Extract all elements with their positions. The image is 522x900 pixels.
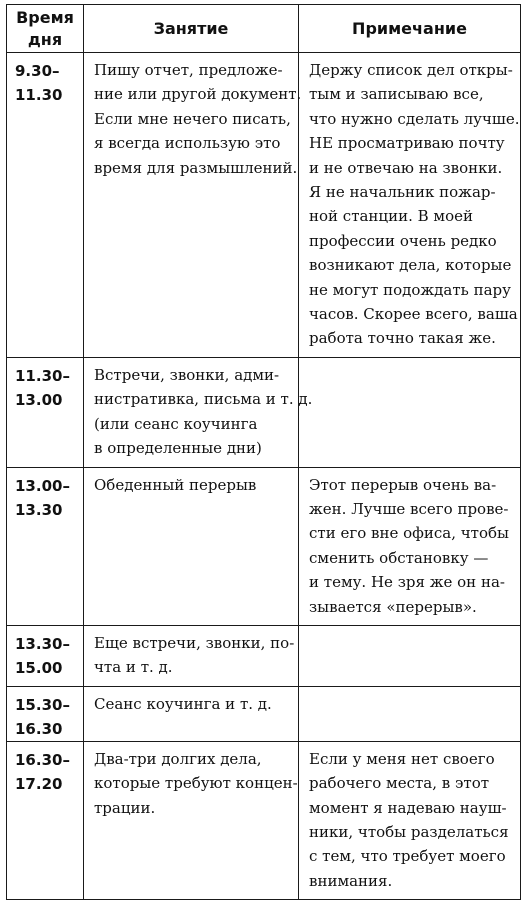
time-cell	[7, 467, 84, 625]
note-line: тым и записываю все,	[309, 85, 484, 104]
activity-cell	[84, 53, 302, 358]
note-line: часов. Скорее всего, ваша	[309, 305, 518, 324]
table-row	[7, 467, 521, 625]
note-line: Держу список дел откры-	[309, 61, 513, 79]
activity-line: Сеанс коучинга и т. д.	[94, 694, 272, 713]
time-line: 13.30–	[15, 634, 70, 653]
note-line: профессии очень редко	[309, 231, 497, 250]
table-row	[7, 53, 521, 358]
note-line: и не отвечаю на звонки.	[309, 158, 503, 177]
note-line: ники, чтобы разделаться	[309, 822, 509, 841]
table-row	[7, 625, 521, 686]
note-line: что нужно сделать лучше.	[309, 109, 520, 128]
activity-line: время для размышлений.	[94, 158, 298, 177]
activity-line: я всегда использую это	[94, 134, 281, 153]
note-cell	[299, 625, 521, 686]
header-time-line: дня	[27, 29, 63, 49]
note-line: рабочего места, в этот	[309, 774, 490, 793]
activity-line: в определенные дни)	[94, 439, 262, 458]
time-cell	[7, 53, 84, 358]
header-row	[7, 5, 521, 53]
activity-cell	[84, 467, 299, 625]
activity-line: Встречи, звонки, адми-	[94, 365, 280, 384]
activity-line: Обеденный перерыв	[94, 475, 257, 494]
header-activity: Занятие	[84, 5, 299, 53]
header-time-line: Время	[16, 7, 74, 27]
time-line: 17.20	[15, 774, 63, 793]
note-line: и тему. Не зря же он на-	[309, 573, 505, 592]
note-cell	[299, 357, 521, 467]
time-line: 9.30–	[15, 62, 60, 80]
time-cell	[7, 686, 84, 741]
header-note: Примечание	[299, 5, 521, 53]
time-line: 11.30–	[15, 366, 70, 385]
time-line: 11.30	[15, 86, 63, 104]
table-row	[7, 686, 521, 741]
schedule-table	[6, 4, 521, 900]
activity-line: Пишу отчет, предложе-	[94, 61, 283, 79]
activity-line: Если мне нечего писать,	[94, 109, 291, 128]
activity-line: нистративка, письма и т. д.	[94, 390, 313, 409]
note-line: жен. Лучше всего прове-	[309, 499, 509, 518]
time-line: 13.00	[15, 390, 63, 409]
activity-line: которые требуют концен-	[94, 774, 298, 793]
note-cell	[299, 467, 521, 625]
time-line: 16.30–	[15, 750, 70, 769]
note-line: зывается «перерыв».	[309, 597, 477, 616]
note-line: работа точно такая же.	[309, 329, 496, 348]
time-cell	[7, 625, 84, 686]
activity-line: (или сеанс коучинга	[94, 414, 258, 433]
header-time	[7, 5, 84, 53]
activity-line: Два-три долгих дела,	[94, 749, 262, 768]
activity-line: трации.	[94, 798, 156, 817]
activity-cell	[84, 357, 313, 467]
activity-cell	[84, 741, 299, 899]
activity-line: Еще встречи, звонки, по-	[94, 633, 295, 652]
note-line: сти его вне офиса, чтобы	[309, 524, 509, 543]
note-line: Я не начальник пожар-	[309, 183, 496, 202]
note-line: внимания.	[309, 871, 393, 890]
activity-cell	[84, 625, 299, 686]
activity-line: ние или другой документ.	[94, 85, 302, 104]
time-line: 16.30	[15, 719, 63, 738]
time-line: 15.30–	[15, 695, 70, 714]
note-line: сменить обстановку —	[309, 548, 489, 567]
note-line: НЕ просматриваю почту	[309, 134, 505, 153]
note-line: Этот перерыв очень ва-	[309, 475, 497, 494]
time-line: 13.00–	[15, 476, 70, 495]
activity-cell	[84, 686, 299, 741]
note-line: Если у меня нет своего	[309, 749, 495, 768]
note-cell	[299, 686, 521, 741]
note-line: возникают дела, которые	[309, 256, 512, 275]
note-line: момент я надеваю науш-	[309, 798, 507, 817]
note-line: не могут подождать пару	[309, 280, 511, 299]
time-cell	[7, 357, 84, 467]
time-cell	[7, 741, 84, 899]
note-line: ной станции. В моей	[309, 207, 473, 226]
note-cell	[299, 741, 521, 899]
note-cell	[299, 53, 521, 358]
activity-line: чта и т. д.	[94, 658, 173, 677]
time-line: 13.30	[15, 500, 63, 519]
note-line: с тем, что требует моего	[309, 847, 506, 866]
time-line: 15.00	[15, 658, 63, 677]
table-row	[7, 741, 521, 899]
table-row	[7, 357, 521, 467]
